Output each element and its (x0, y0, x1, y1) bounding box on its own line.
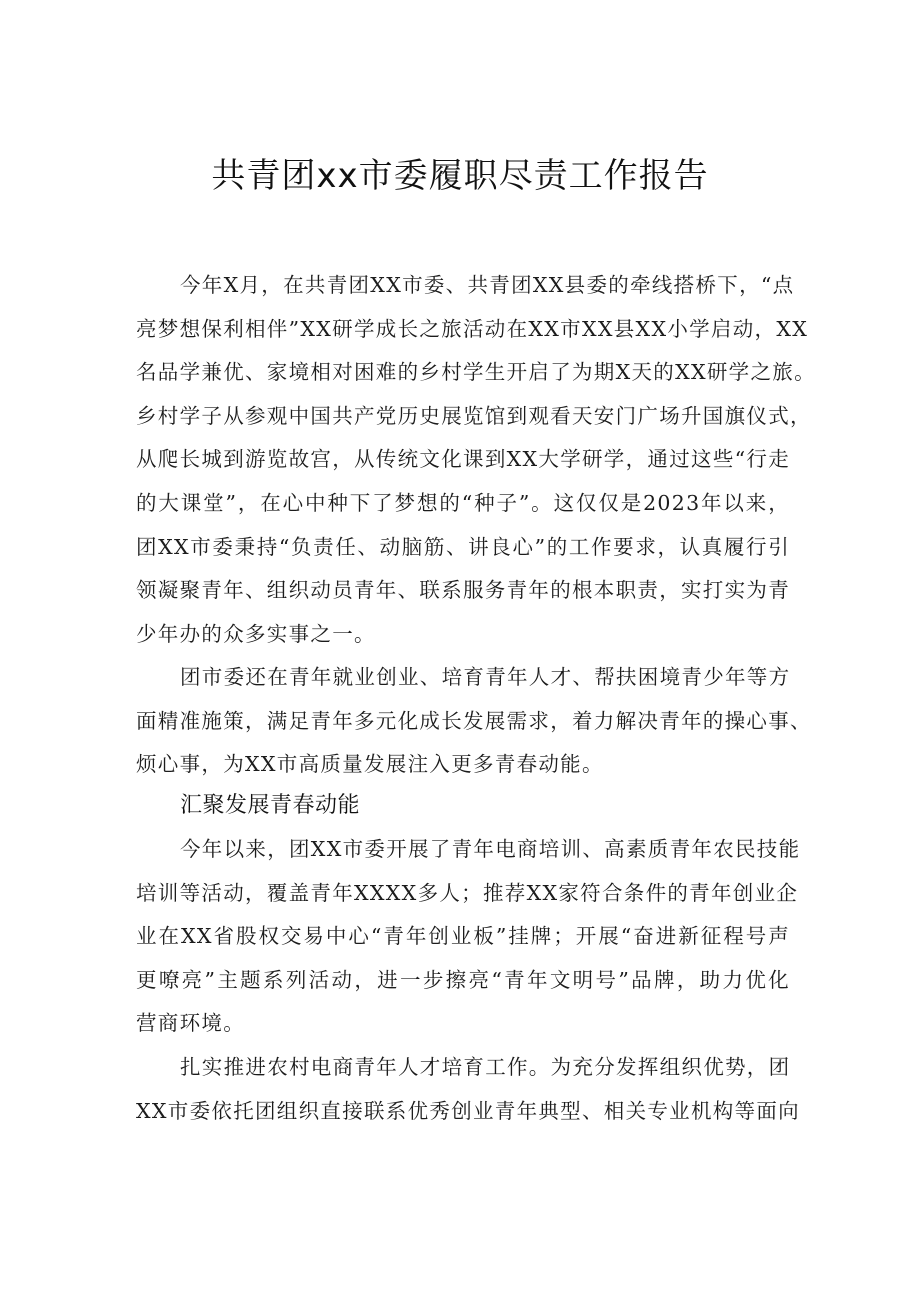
text-line: 亮梦想保利相伴”XX研学成长之旅活动在XX市XX县XX小学启动，XX (136, 316, 809, 341)
paragraph-activities (136, 828, 801, 1046)
text-line: 培训等活动，覆盖青年XXXX多人；推荐XX家符合条件的青年创业企 (136, 880, 799, 905)
section-heading: 汇聚发展青春动能 (180, 793, 361, 818)
text-line: 今年以来，团XX市委开展了青年电商培训、高素质青年农民技能 (180, 837, 801, 861)
text-line: 的大课堂”，在心中种下了梦想的“种子”。这仅仅是2023年以来， (136, 490, 790, 515)
text-line: 乡村学子从参观中国共产党历史展览馆到观看天安门广场升国旗仪式， (136, 403, 812, 428)
text-line: 从爬长城到游览故宫，从传统文化课到XX大学研学，通过这些“行走 (136, 447, 790, 472)
paragraph-intro (136, 264, 816, 656)
text-line: 营商环境。 (136, 1011, 245, 1036)
text-line: 业在XX省股权交易中心“青年创业板”挂牌；开展“奋进新征程号声 (136, 924, 790, 949)
text-line: 团市委还在青年就业创业、培育青年人才、帮扶困境青少年等方 (180, 665, 791, 689)
text-line: 更嘹亮”主题系列活动，进一步擦亮“青年文明号”品牌，助力优化 (136, 967, 790, 992)
text-line: XX市委依托团组织直接联系优秀创业青年典型、相关专业机构等面向 (136, 1098, 800, 1123)
paragraph-ecommerce (136, 1046, 800, 1133)
text-line: 烦心事，为XX市高质量发展注入更多青春动能。 (136, 752, 604, 777)
text-line: 面精准施策，满足青年多元化成长发展需求，着力解决青年的操心事、 (136, 708, 812, 733)
text-line: 名品学兼优、家境相对困难的乡村学生开启了为期X天的XX研学之旅。 (136, 360, 816, 385)
paragraph-measures (136, 656, 812, 787)
text-line: 扎实推进农村电商青年人才培育工作。为充分发挥组织优势，团 (180, 1055, 791, 1079)
text-line: 今年X月，在共青团XX市委、共青团XX县委的牵线搭桥下，“点 (180, 273, 795, 297)
text-line: 领凝聚青年、组织动员青年、联系服务青年的根本职责，实打实为青 (136, 578, 790, 603)
document-title: 共青团xx市委履职尽责工作报告 (211, 156, 709, 196)
text-line: 少年办的众多实事之一。 (136, 621, 376, 646)
text-line: 团XX市委秉持“负责任、动脑筋、讲良心”的工作要求，认真履行引 (136, 534, 790, 559)
